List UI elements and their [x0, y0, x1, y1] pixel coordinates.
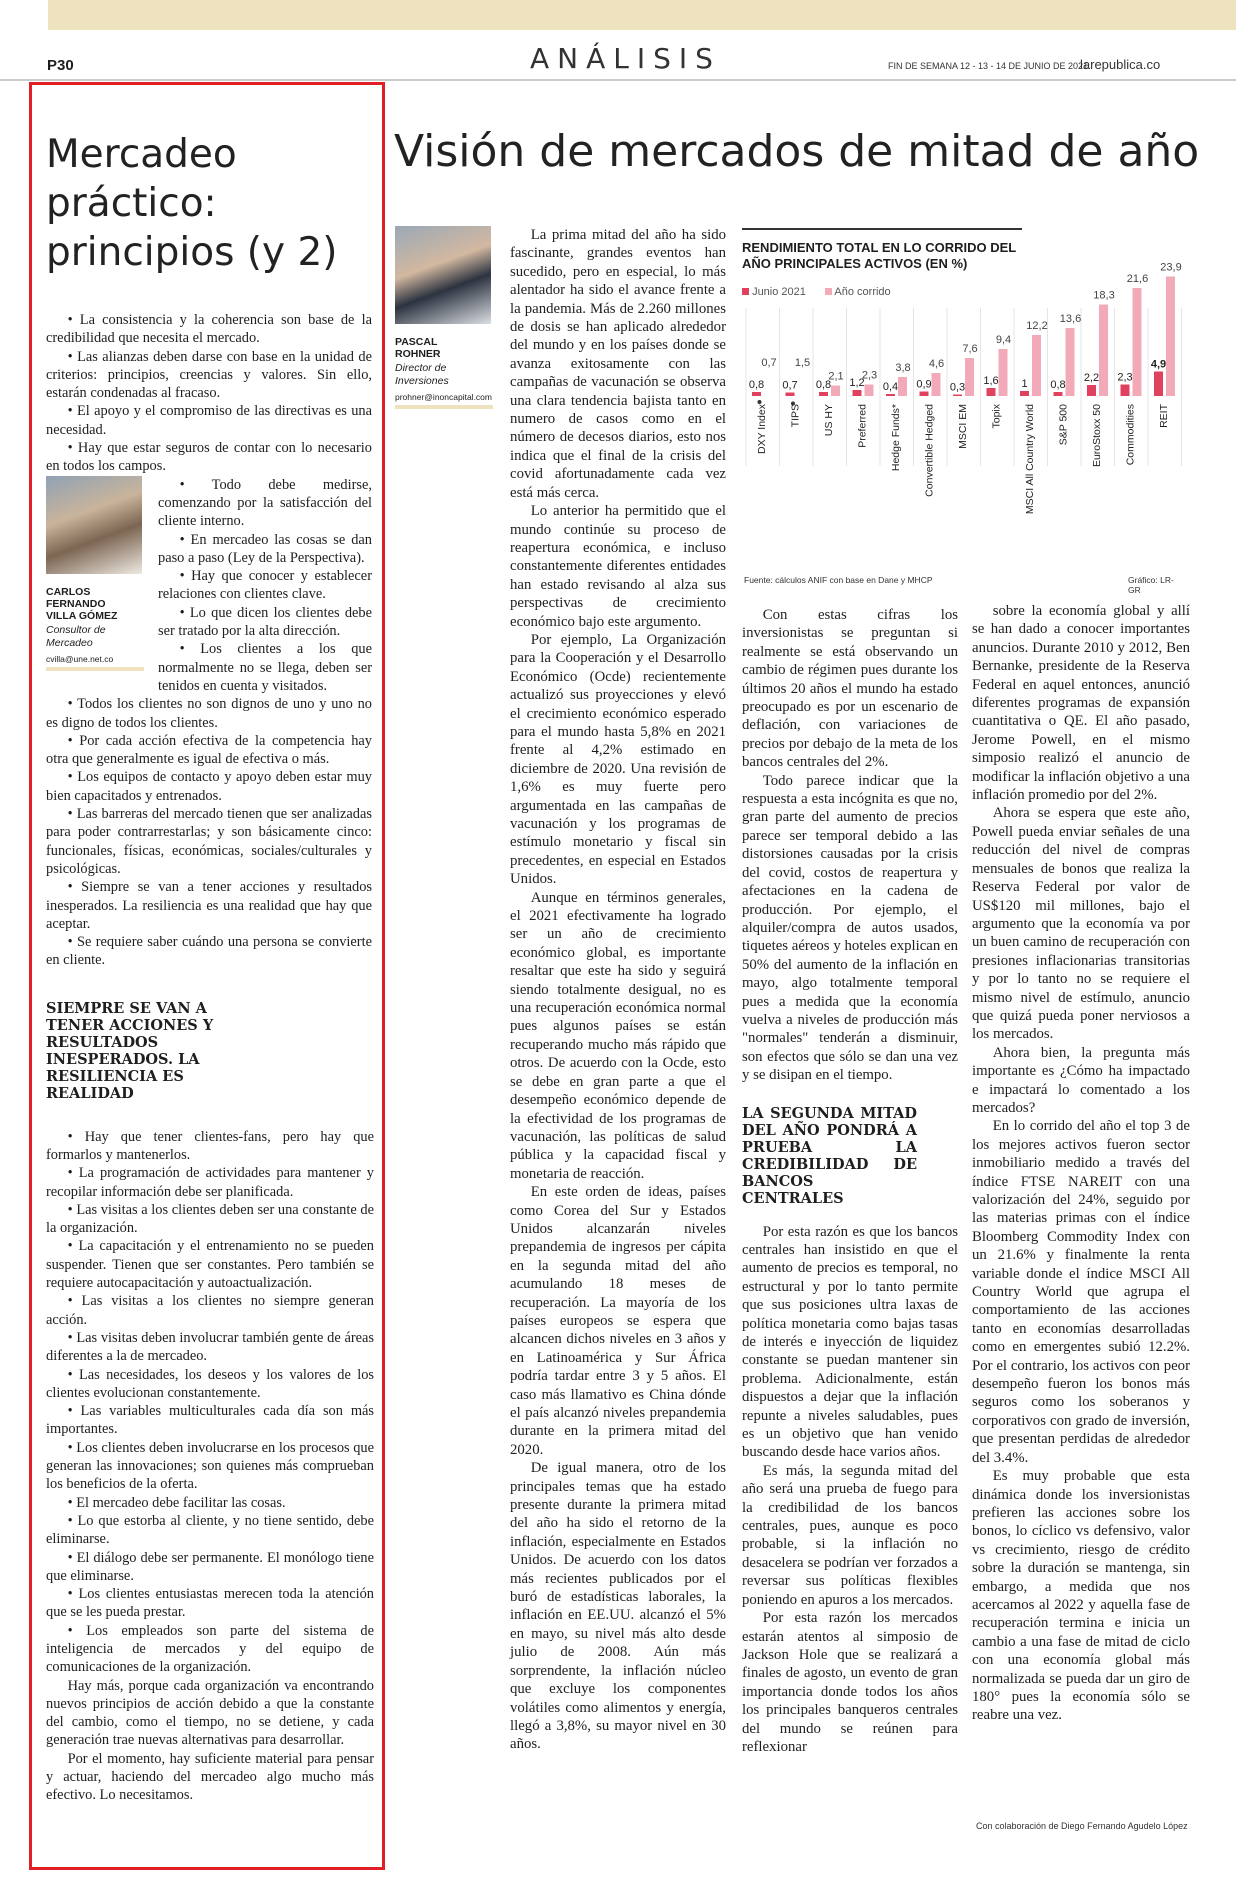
category-label: TIPS [789, 404, 802, 428]
chart-graphic-credit: Gráfico: LR-GR [1128, 575, 1174, 595]
category-label: Convertible Hedged [923, 404, 936, 497]
author-name: CARLOS FERNANDO VILLA GÓMEZ [46, 586, 118, 622]
data-label-anio: 4,6 [928, 358, 945, 370]
bullet-item: • Se requiere saber cuándo una persona se convierte en cliente. [46, 934, 372, 969]
data-label-junio: 0,8 [1050, 379, 1066, 391]
author-email[interactable]: prohner@inoncapital.com [395, 392, 492, 402]
category-label: MSCI All Country World [1024, 404, 1036, 515]
paragraph: Aunque en términos generales, el 2021 efectivamente ha logrado ser un año de crecimiento económico global, es importante resaltar que este ha sido y seguirá siendo totalmente desigual, no es una recuperación económica normal pues algunos países se están recuperando mucho más rápido que otros. De acuerdo con la Ocde, esto se debe en gran parte a que el desempeño económico depende de la efectividad de los programas de vacunación, las políticas de salud pública y la capacidad fiscal y monetaria de reacción. [510, 889, 726, 1182]
paragraph: De igual manera, otro de los principales temas que ha estado presente durante la primera mitad del año ha sido el retorno de la inflación, especialmente en Estados Unidos. De acuerdo con los datos más recientes publicados por el buró de estadísticas laborales, la inflación en EE.UU. alcanzó el 5% en mayo, su nivel más alto desde julio de 2008. Aún más sorprendente, la inflación núcleo que excluye los componentes volátiles como alimentos y energía, llegó a 3,8%, su mayor nivel en 30 años. [510, 1460, 726, 1753]
category-label: Hedge Funds* [890, 404, 902, 472]
chart-source: Fuente: cálculos ANIF con base en Dane y MHCP [744, 575, 933, 585]
paragraph: sobre la economía global y allí se han dado a conocer importantes anuncios. Durante 2010 y 2012, Ben Bernanke, presidente de la Reserva Federal en aquel entonces, anunció diferentes programas de expansión cuantitativa o QE. El año pasado, Jerome Powell, en el mismo simposio realizó el anuncio de modificar la inflación objetivo a una inflación promedio por del 2%. [972, 603, 1190, 804]
author-underline [395, 405, 493, 409]
bar-anio [999, 349, 1008, 396]
bar-junio [819, 392, 828, 396]
bullet-item: • Lo que estorba al cliente, y no tiene sentido, debe eliminarse. [46, 1512, 374, 1548]
left-article-title: Mercadeo práctico: principios (y 2) [46, 132, 338, 275]
left-article [46, 130, 374, 1805]
bullet-item: • Los equipos de contacto y apoyo deben estar muy bien capacitados y entrenados. [46, 769, 372, 804]
bar-junio [987, 388, 996, 396]
bar-anio [932, 373, 941, 396]
data-label-junio: 0,9 [916, 378, 932, 391]
bar-chart [742, 228, 1186, 595]
data-label-anio: 21,6 [1126, 273, 1149, 285]
category-label: MSCI EM [957, 404, 969, 449]
bar-anio [1066, 328, 1075, 396]
author-underline [46, 667, 144, 671]
bullet-item: • Hay que estar seguros de contar con lo necesario en todos los campos. [46, 440, 372, 475]
author-name: PASCAL ROHNER [395, 336, 441, 360]
bar-anio [898, 377, 907, 396]
author-box-left [46, 476, 144, 671]
chart-plot [742, 228, 1186, 550]
paragraph: Es más, la segunda mitad del año será una prueba de fuego para la credibilidad de los bancos centrales, pues, aunque es poco probable, si la inflación no desacelera se podrían ver forzados a reversar sus políticas flexibles poniendo en apuros a los mercados. [742, 1462, 958, 1608]
bar-junio [1087, 385, 1096, 396]
bullet-item: • Los clientes a los que normalmente no se llega, deben ser tenidos en cuenta y visitados. [158, 641, 372, 694]
data-label-junio: 0,7 [782, 379, 798, 392]
legend-anio: Año corrido [834, 286, 891, 298]
data-label-junio: 1,6 [983, 375, 999, 387]
issue-date: FIN DE SEMANA 12 - 13 - 14 DE JUNIO DE 2021 [888, 61, 1089, 71]
bullet-item: • La consistencia y la coherencia son base de la credibilidad que necesita el mercado. [46, 312, 372, 347]
data-label-anio: 0,7 [761, 357, 777, 369]
bar-anio [1133, 288, 1142, 396]
header-rule [0, 79, 1236, 81]
category-label: EuroStoxx 50 [1091, 404, 1103, 468]
data-label-anio: 23,9 [1160, 261, 1182, 274]
bullet-item: • En mercadeo las cosas se dan paso a paso (Ley de la Perspectiva). [158, 531, 372, 566]
data-label-anio: 7,6 [962, 343, 978, 355]
data-label-junio: 1 [1021, 378, 1028, 390]
bullet-item: • Las barreras del mercado tienen que ser analizadas para poder contrarrestarlas; y son básicamente cinco: funcionales, físicas, económicas, sociales/culturales y psicológicas. [46, 806, 372, 877]
bullet-item: • Los clientes entusiastas merecen toda la atención que se les pueda prestar. [46, 1586, 374, 1621]
bar-junio [786, 393, 795, 397]
paragraph: Por ejemplo, La Organización para la Cooperación y el Desarrollo Económico (Ocde) recientemente actualizó sus proyecciones y elevó el crecimiento económico esperado para el mundo hasta 5,8% en 2021 frente al 4,2% estimado en diciembre de 2020. Una revisión de 1,6% es muy fuerte pero argumentada en las campañas de vacunación y los programas de estímulo monetario y fiscal sin precedentes, en especial en Estados Unidos. [510, 631, 726, 888]
right-subhead: LA SEGUNDA MITAD DEL AÑO PONDRÁ A PRUEBA LA CREDIBILIDAD DE BANCOS CENTRALES [742, 1104, 917, 1207]
section-title: ANÁLISIS [530, 42, 721, 75]
data-label-anio: 18,3 [1093, 289, 1115, 302]
data-label-anio: 13,6 [1059, 313, 1082, 325]
data-label-junio: 0,8 [748, 379, 765, 391]
data-label-junio: 2,2 [1083, 372, 1100, 384]
bar-junio [1054, 392, 1063, 396]
bar-junio [853, 390, 862, 396]
data-label-anio: 12,2 [1026, 320, 1048, 332]
category-label: Topix [990, 404, 1003, 429]
category-label: DXY Index [756, 404, 768, 455]
bar-anio [865, 385, 874, 397]
paragraph: Ahora se espera que este año, Powell pueda enviar señales de una reducción del nivel de compras mensuales de bonos que realiza la Reserva Federal por valor de US$120 mil millones, bajo el argumento que la economía va por un buen camino de recuperación con presiones inflacionarias transitorias y por lo tanto no se requiere el mismo nivel de estímulo, anuncio que quizá pueda poner nerviosos a los mercados. [972, 805, 1190, 1043]
paragraph: En lo corrido del año el top 3 de los mejores activos fueron sector inmobiliario medido a través del índice FTSE NAREIT con una valorización del 24%, seguido por las materias primas con el índice Bloomberg Commodity Index con un 21.6% y finalmente la renta variable donde el índice MSCI All Country World que agrupa el comportamiento de las acciones tanto en economías desarrolladas como en emergentes subió 12.2%. Por el contrario, los activos con peor desempeño fueron los bonos más seguros como los soberanos y corporativos con grado de inversión, que presentan perdidas de alrededor del 3.4%. [972, 1118, 1190, 1466]
bullet-item: • Todo debe medirse, comenzando por la satisfacción del cliente interno. [158, 476, 372, 530]
site-url[interactable]: larepublica.co [1080, 57, 1161, 72]
right-article-title: Visión de mercados de mitad de año [394, 126, 1200, 177]
paragraph: Es muy probable que esta dinámica donde los inversionistas prefieren las acciones sobre los bonos, lo cíclico vs defensivo, valor vs crecimiento, riesgo de crédito sobre la duración se mantenga, sin embargo, a medida que nos acercamos al 2022 y aquella fase de recuperación termina e inicia un cambio a una fase de mitad de ciclo con una economía global más normalizada se pueda dar un giro de 180° pues la economía sólo se reabre una vez. [972, 1468, 1190, 1724]
bar-junio [1020, 391, 1029, 396]
category-label: Commodities [1124, 404, 1137, 466]
bullet-item: • Hay que conocer y establecer relaciones con clientes clave. [158, 568, 372, 603]
legend-junio: Junio 2021 [752, 286, 806, 298]
bullet-item: • La capacitación y el entrenamiento no se pueden suspender. Tienen que ser constantes. Pero también se requiere autocapacitación y autoactualización. [46, 1238, 374, 1292]
left-subhead: SIEMPRE SE VAN A TENER ACCIONES Y RESULTADOS INESPERADOS. LA RESILIENCIA ES REALIDAD [46, 999, 214, 1102]
bullet-item: • Todos los clientes no son dignos de uno y uno no es digno de todos los clientes. [46, 696, 372, 731]
bar-junio [1154, 372, 1163, 397]
bar-anio [1099, 305, 1108, 397]
author-photo [46, 476, 142, 574]
bar-anio [1032, 335, 1041, 396]
bullet-item: Hay más, porque cada organización va encontrando nuevos principios de acción debido a que la constante del cambio, como el tiempo, no se detiene, y cada generación trae nuevas alternativas para desarrollar. [46, 1677, 374, 1749]
bar-junio [752, 392, 761, 396]
paragraph: Con estas cifras los inversionistas se preguntan si realmente se está observando un cambio de régimen pues durante los últimos 20 años el mundo ha estado preocupado es por un escenario de deflación, con variaciones de precios por debajo de la meta de los bancos centrales del 2%. [742, 607, 958, 771]
bar-junio [886, 394, 895, 396]
bullet-item: • Los clientes deben involucrarse en los procesos que generan las innovaciones; son quienes más comprueban los beneficios de la oferta. [46, 1439, 374, 1493]
bullet-item: • Siempre se van a tener acciones y resultados inesperados. La resiliencia es una realidad que hay que aceptar. [46, 879, 372, 932]
bullet-item: • Lo que dicen los clientes debe ser tratado por la alta dirección. [158, 604, 372, 640]
paragraph: Por esta razón es que los bancos centrales han insistido en que el aumento de precios es temporal, no estructural y por lo tanto permite que sus posiciones ultra laxas de política monetaria como bajas tasas de interés e inyección de liquidez constante se puedan mantener sin problema. Adicionalmente, están dispuestos a dejar que la inflación repunte a niveles saludables, pues es un objetivo que han venido buscando desde hace varios años. [742, 1223, 958, 1461]
negative-marker [758, 400, 762, 404]
data-label-junio: 0,3 [949, 381, 966, 394]
right-column-c [972, 602, 1190, 1725]
bar-anio [831, 386, 840, 397]
category-label: REIT [1158, 404, 1170, 428]
bullet-item: • El apoyo y el compromiso de las directivas es una necesidad. [46, 403, 372, 438]
bullet-item: • Las visitas a los clientes no siempre generan acción. [46, 1293, 374, 1328]
data-label-junio: 0,8 [815, 379, 832, 391]
data-label-anio: 9,4 [995, 334, 1012, 346]
data-label-anio: 3,8 [895, 362, 911, 374]
bar-anio [965, 358, 974, 396]
author-box-right [395, 226, 493, 409]
category-label: S&P 500 [1057, 404, 1070, 446]
paragraph: Todo parece indicar que la respuesta a esta incógnita es que no, gran parte del aumento de precios parece ser temporal debido a las distorsiones causadas por la crisis del covid, costos de reapertura y afectaciones en la cadena de producción. Por ejemplo, el alquiler/compra de autos usados, tiquetes aéreos y hoteles explican en 50% del aumento de la inflación en mayo, algo totalmente temporal pues a medida que la economía vuelva a niveles de producción más "normales" tenderán a disminuir, son efectos que sólo se dan una vez y se disipan en el tiempo. [742, 772, 958, 1084]
data-label-junio: 4,9 [1150, 358, 1167, 371]
author-photo [395, 226, 491, 324]
paragraph: La prima mitad del año ha sido fascinante, grandes eventos han sucedido, pero en especial, lo más alentador ha sido el avance frente a la pandemia. Más de 2.260 millones de dosis se han aplicado alrededor del mundo y en los países donde se avanza exitosamente con las campañas de vacunación se observa una clara tendencia bajista tanto en numero de casos como en el número de decesos diarios, esto nos indica que el final de la crisis del covid afortunadamente cada vez está más cerca. [510, 227, 726, 501]
bar-junio [953, 395, 962, 397]
bar-junio [1121, 385, 1130, 397]
bullet-item: • Las necesidades, los deseos y los valores de los clientes evolucionan constantemente. [46, 1366, 374, 1401]
data-label-junio: 0,4 [882, 381, 899, 393]
bullet-item: • Las variables multiculturales cada día son más importantes. [46, 1403, 374, 1438]
data-label-junio: 1,2 [849, 377, 865, 389]
category-label: US HY [823, 404, 835, 437]
page-number: P30 [47, 57, 74, 74]
bullet-item: Por el momento, hay suficiente material para pensar y actuar, haciendo del mercadeo algo mucho más efectivo. Lo necesitamos. [46, 1750, 374, 1804]
data-label-anio: 1,5 [794, 357, 811, 369]
bar-anio [1166, 277, 1175, 397]
bar-junio [920, 392, 929, 397]
top-color-band [48, 0, 1236, 30]
bullet-item: • El diálogo debe ser permanente. El monólogo tiene que eliminarse. [46, 1549, 374, 1584]
bullet-item: • Las visitas a los clientes deben ser una constante de la organización. [46, 1201, 374, 1237]
data-label-junio: 2,3 [1117, 371, 1133, 384]
collaboration-credit: Con colaboración de Diego Fernando Agudelo López [976, 1821, 1188, 1831]
paragraph: Ahora bien, la pregunta más importante es ¿Cómo ha impactado e impactará lo comentado a los mercados? [972, 1044, 1190, 1116]
bullet-item: • Las visitas deben involucrar también gente de áreas diferentes a la de mercadeo. [46, 1329, 374, 1365]
chart-title: RENDIMIENTO TOTAL EN LO CORRIDO DEL AÑO PRINCIPALES ACTIVOS (EN %) [742, 240, 1016, 271]
bullet-item: • La programación de actividades para mantener y recopilar información debe ser planificada. [46, 1165, 374, 1200]
right-column-a [510, 226, 726, 1754]
bullet-item: • Por cada acción efectiva de la competencia hay otra que generalmente es igual de efectiva o más. [46, 732, 372, 768]
bullet-item: • El mercadeo debe facilitar las cosas. [67, 1494, 286, 1511]
paragraph: Lo anterior ha permitido que el mundo continúe su proceso de reapertura económica, e incluso constantemente diferentes entidades han estado revisando al alza sus perspectivas de crecimiento económico bajo este argumento. [510, 503, 726, 630]
author-role: Director de Inversiones [395, 362, 449, 387]
author-email[interactable]: cvilla@une.net.co [46, 654, 114, 664]
paragraph: Por esta razón los mercados estarán atentos al simposio de Jackson Hole que se realizará a finales de agosto, un evento de gran importancia donde todos los años los principales banqueros centrales del mundo se reúnen para reflexionar [742, 1610, 958, 1755]
author-role: Consultor de Mercadeo [46, 624, 106, 649]
bullet-list-bottom [46, 1128, 374, 1805]
bullet-item: • Los empleados son parte del sistema de inteligencia de mercados y del equipo de comunicaciones de la organización. [46, 1622, 374, 1676]
right-column-b [742, 606, 958, 1756]
data-label-anio: 2,3 [861, 369, 878, 382]
paragraph: En este orden de ideas, países como Corea del Sur y Estados Unidos alcanzarán niveles prepandemia de ingresos per cápita en la segunda mitad del año acumulando 18 meses de recuperación. La mayoría de los países europeos se espera que alcancen dichos niveles en 3 años y en Latinoamérica y Sur África podría tardar entre 3 y 5 años. El caso más llamativo es China dónde el país alcanzó niveles prepandemia durante en la primera mitad del 2020. [510, 1184, 726, 1458]
category-label: Preferred [856, 404, 869, 448]
bullet-item: • Hay que tener clientes-fans, pero hay que formarlos y mantenerlos. [46, 1128, 374, 1163]
bullet-item: • Las alianzas deben darse con base en la unidad de criterios: principios, creencias y valores. Sin ello, estarán condenadas al fracaso. [46, 348, 372, 402]
data-label-anio: 2,1 [828, 370, 844, 383]
